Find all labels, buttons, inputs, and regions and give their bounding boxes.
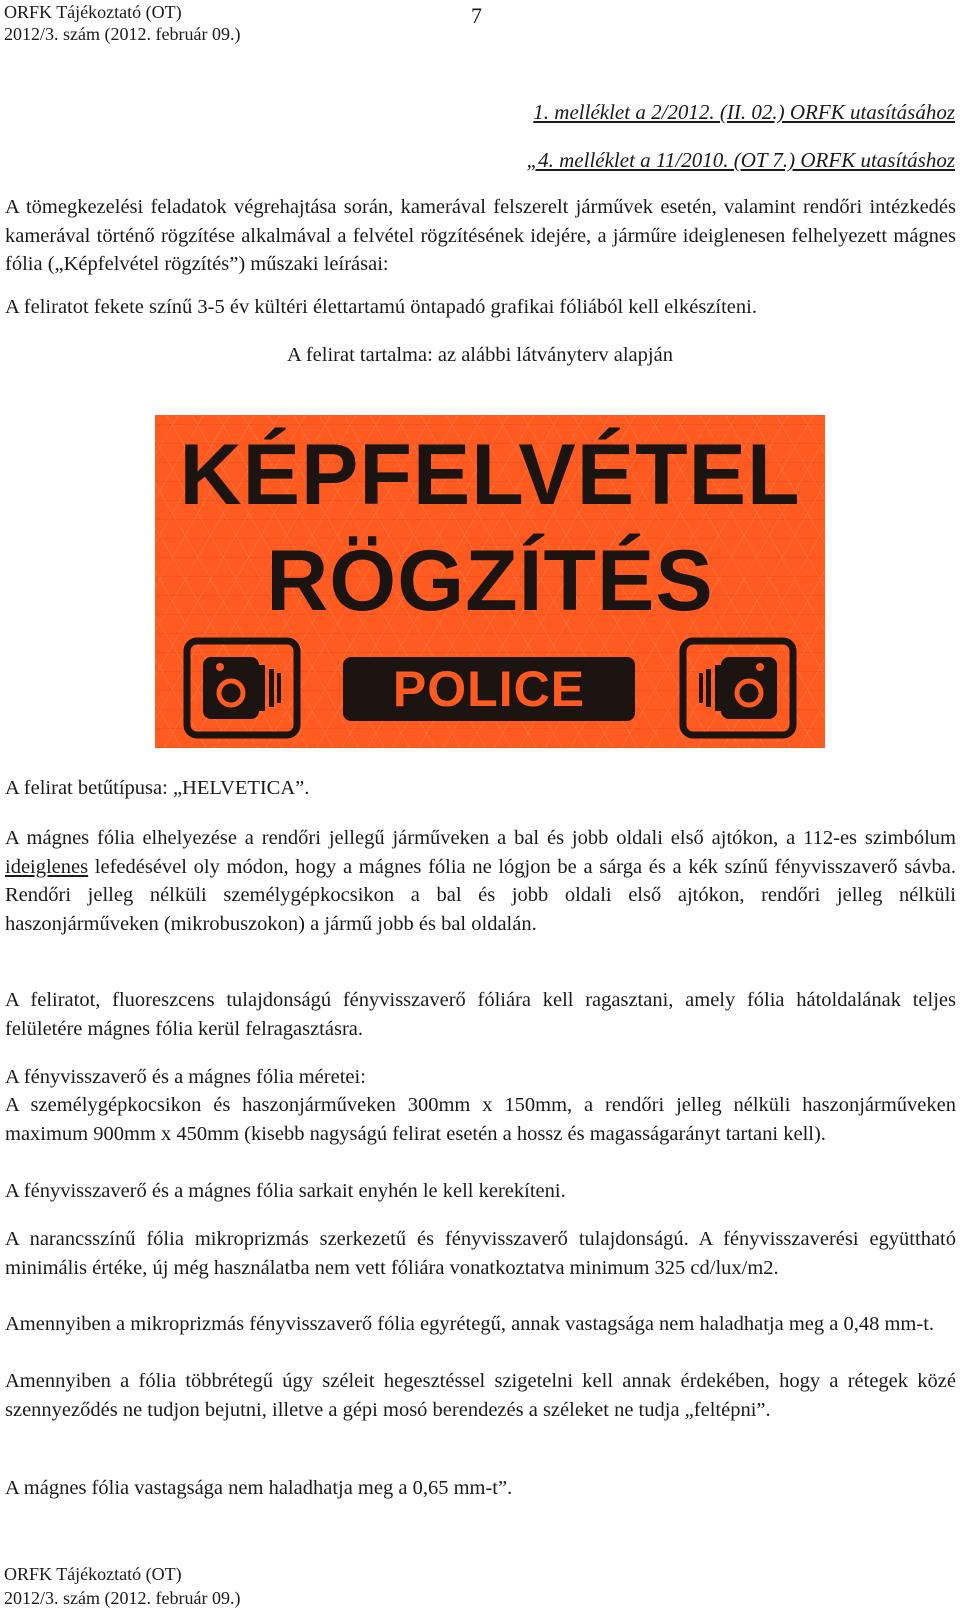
sizes-heading: A fényvisszaverő és a mágnes fólia méretei: [5,1066,366,1088]
speed-camera-icon [183,637,301,739]
annex-reference-1: 1. melléklet a 2/2012. (II. 02.) ORFK utasításához [533,100,955,124]
sign-title-line-2: RÖGZÍTÉS [266,533,714,629]
single-layer-paragraph: Amennyiben a mikroprizmás fényvisszaverő fólia egyrétegű, annak vastagsága nem haladhatja meg a 0,48 mm-t. [5,1313,935,1335]
page-number: 7 [471,3,482,28]
sizes-paragraph: A személygépkocsikon és haszonjárműveken 300mm x 150mm, a rendőri jelleg nélküli haszonjárműveken maximum 900mm x 450mm (kisebb nagyságú felirat esetén a hossz és magasságarányt tartani kell). [5,1094,956,1145]
speed-camera-icon [679,637,797,739]
footer-issue: 2012/3. szám (2012. február 09.) [4,1588,241,1608]
content-caption: A felirat tartalma: az alábbi látványterv alapján [287,344,673,366]
orange-foil-paragraph: A narancsszínű fólia mikroprizmás szerkezetű és fényvisszaverő tulajdonságú. A fényvisszaverési együttható minimális értéke, új még használatba nem vett fóliára vonatkoztatva minimum 325 cd/lux/m2. [5,1228,956,1279]
header-issue: 2012/3. szám (2012. február 09.) [4,24,241,44]
annex-reference-2: „4. melléklet a 11/2010. (OT 7.) ORFK utasításhoz [526,148,955,172]
multi-layer-paragraph: Amennyiben a fólia többrétegű úgy széleit hegesztéssel szigetelni kell annak érdekében, hogy a rétegek közé szennyeződés ne tudjon bejutni, illetve a gépi mosó berendezés a széleket ne tudja „feltépni”. [5,1370,956,1421]
placement-text-a: A mágnes fólia elhelyezése a rendőri jellegű járműveken a bal és jobb oldali első ajtókon, a 112-es szimbólum [5,827,956,849]
sign-design [155,415,825,748]
header-publication: ORFK Tájékoztató (OT) [4,2,182,22]
corners-paragraph: A fényvisszaverő és a mágnes fólia sarkait enyhén le kell kerekíteni. [5,1180,566,1202]
police-label: POLICE [392,661,586,717]
intro-paragraph: A tömegkezelési feladatok végrehajtása során, kamerával felszerelt járművek esetén, valamint rendőri intézkedés kamerával történő rögzítése alkalmával a felvétel rögzítésének idejére, a járműre ideiglenesen felhelyezett mágnes fólia („Képfelvétel rögzítés”) műszaki leírásai: [5,196,956,275]
placement-text-b: lefedésével oly módon, hogy a mágnes fólia ne lógjon be a sárga és a kék színű fényvisszaverő sávba. Rendőri jelleg nélküli személygépkocsikon a bal és jobb oldali első ajtókon, rendőri jelleg nélküli haszonjárműveken (mikrobuszokon) a jármű jobb és bal oldalán. [5,855,956,935]
placement-paragraph [5,824,956,938]
magnet-thickness-paragraph: A mágnes fólia vastagsága nem haladhatja meg a 0,65 mm-t”. [5,1477,513,1499]
sign-title-line-1: KÉPFELVÉTEL [179,427,801,523]
font-line: A felirat betűtípusa: „HELVETICA”. [5,777,310,799]
reflective-paragraph: A feliratot, fluoreszcens tulajdonságú fényvisszaverő fóliára kell ragasztani, amely fólia hátoldalának teljes felületére mágnes fólia kerül felragasztásra. [5,989,956,1040]
material-paragraph: A feliratot fekete színű 3-5 év kültéri élettartamú öntapadó grafikai fóliából kell elkészíteni. [5,296,757,318]
placement-underlined-word: ideiglenes [5,855,89,878]
footer-publication: ORFK Tájékoztató (OT) [4,1564,182,1584]
police-plate [343,657,635,721]
